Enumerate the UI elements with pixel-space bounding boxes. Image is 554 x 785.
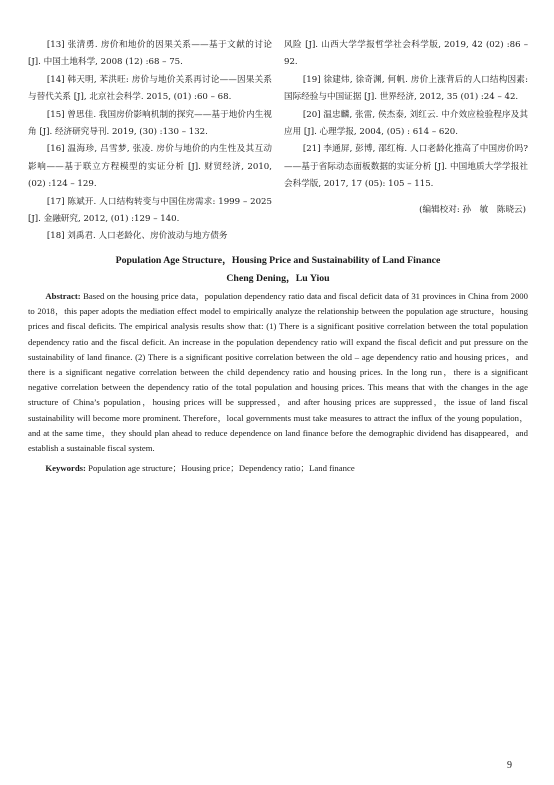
references-left-column bbox=[28, 37, 272, 246]
abstract-text: Based on the housing price data，population dependency ratio data and fiscal deficit data of 31 provinces in China from 2000 to 2018，this paper adopts the mediation effect model to empirically analyze the relationship between the population age structure，housing prices and fiscal deficits. The empirical analysis results show that: (1) There is a significant positive correlation between the total population dependency ratio and the fiscal deficit. An increase in the population dependency ratio will expand the fiscal deficit and put pressure on the sustainability of land finance. (2) There is a significant positive correlation between the old – age dependency ratio and housing prices，and there is a significant negative correlation between the child dependency ratio and housing prices. In the long run，there is a significant negative correlation between the dependency ratio of the total population and housing prices. This means that with the changes in the age structure of China’s population，housing prices will be suppressed，and after housing prices are suppressed，the issue of land fiscal sustainability will become more prominent. Therefore，local governments must take measures to attract the influx of the young population，and at the same time，they should plan ahead to reduce dependence on land finance before the demographic dividend has disappeared，and establish a sustainable fiscal system. bbox=[28, 291, 528, 454]
abstract-label: Abstract: bbox=[45, 291, 81, 301]
reference-14: [14] 韩天明, 苯洪旺: 房价与地价关系再讨论——因果关系与替代关系 [J], 北京社会科学. 2015, (01) :60 – 68. bbox=[28, 74, 272, 103]
keywords-text: Population age structure；Housing price；Dependency ratio；Land finance bbox=[88, 463, 355, 474]
keywords-paragraph bbox=[28, 461, 528, 476]
reference-13: [13] 张清勇. 房价和地价的因果关系——基于文献的讨论 [J]. 中国土地科学, 2008 (12) :68 – 75. bbox=[28, 40, 272, 68]
english-abstract-block bbox=[28, 254, 528, 476]
reference-18-continued: 风险 [J]. 山西大学学报哲学社会科学版, 2019, 42 (02) :86 – 92. bbox=[284, 40, 528, 68]
reference-20: [20] 温忠麟, 张雷, 侯杰泰, 刘红云. 中介效应检验程序及其应用 [J]. 心理学报, 2004, (05) : 614 – 620. bbox=[284, 109, 528, 138]
page-number: 9 bbox=[507, 760, 512, 771]
paper-authors: Cheng Dening，Lu Yiou bbox=[226, 273, 330, 284]
reference-21: [21] 李通屏, 彭博, 邵红梅. 人口老龄化推高了中国房价吗? ——基于省际动态面板数据的实证分析 [J]. 中国地质大学学报社会科学版, 2017, 17 (05): 105 – 115. bbox=[284, 144, 528, 190]
editor-note: (编辑校对: 孙 敏 陈晓云) bbox=[419, 204, 526, 215]
paper-title: Population Age Structure，Housing Price and Sustainability of Land Finance bbox=[115, 255, 441, 266]
reference-15: [15] 曾思佳. 我国房价影响机制的探究——基于地价内生视角 [J]. 经济研究导刊. 2019, (30) :130 – 132. bbox=[28, 109, 272, 138]
reference-18: [18] 刘禹君. 人口老龄化、房价波动与地方债务 bbox=[46, 231, 228, 242]
reference-19: [19] 徐建炜, 徐奇渊, 何帆. 房价上涨背后的人口结构因素: 国际经验与中国证据 [J]. 世界经济, 2012, 35 (01) :24 – 42. bbox=[284, 74, 528, 103]
references-section bbox=[28, 37, 528, 246]
keywords-label: Keywords: bbox=[45, 463, 86, 474]
reference-16: [16] 温海珍, 吕雪梦, 张凌. 房价与地价的内生性及其互动影响——基于联立方程模型的实证分析 [J]. 财贸经济, 2010, (02) :124 – 129. bbox=[28, 144, 272, 190]
abstract-paragraph bbox=[28, 289, 528, 456]
references-right-column bbox=[284, 37, 528, 246]
reference-17: [17] 陈斌开. 人口结构转变与中国住房需求: 1999 – 2025 [J]. 金融研究, 2012, (01) :129 – 140. bbox=[28, 196, 272, 225]
